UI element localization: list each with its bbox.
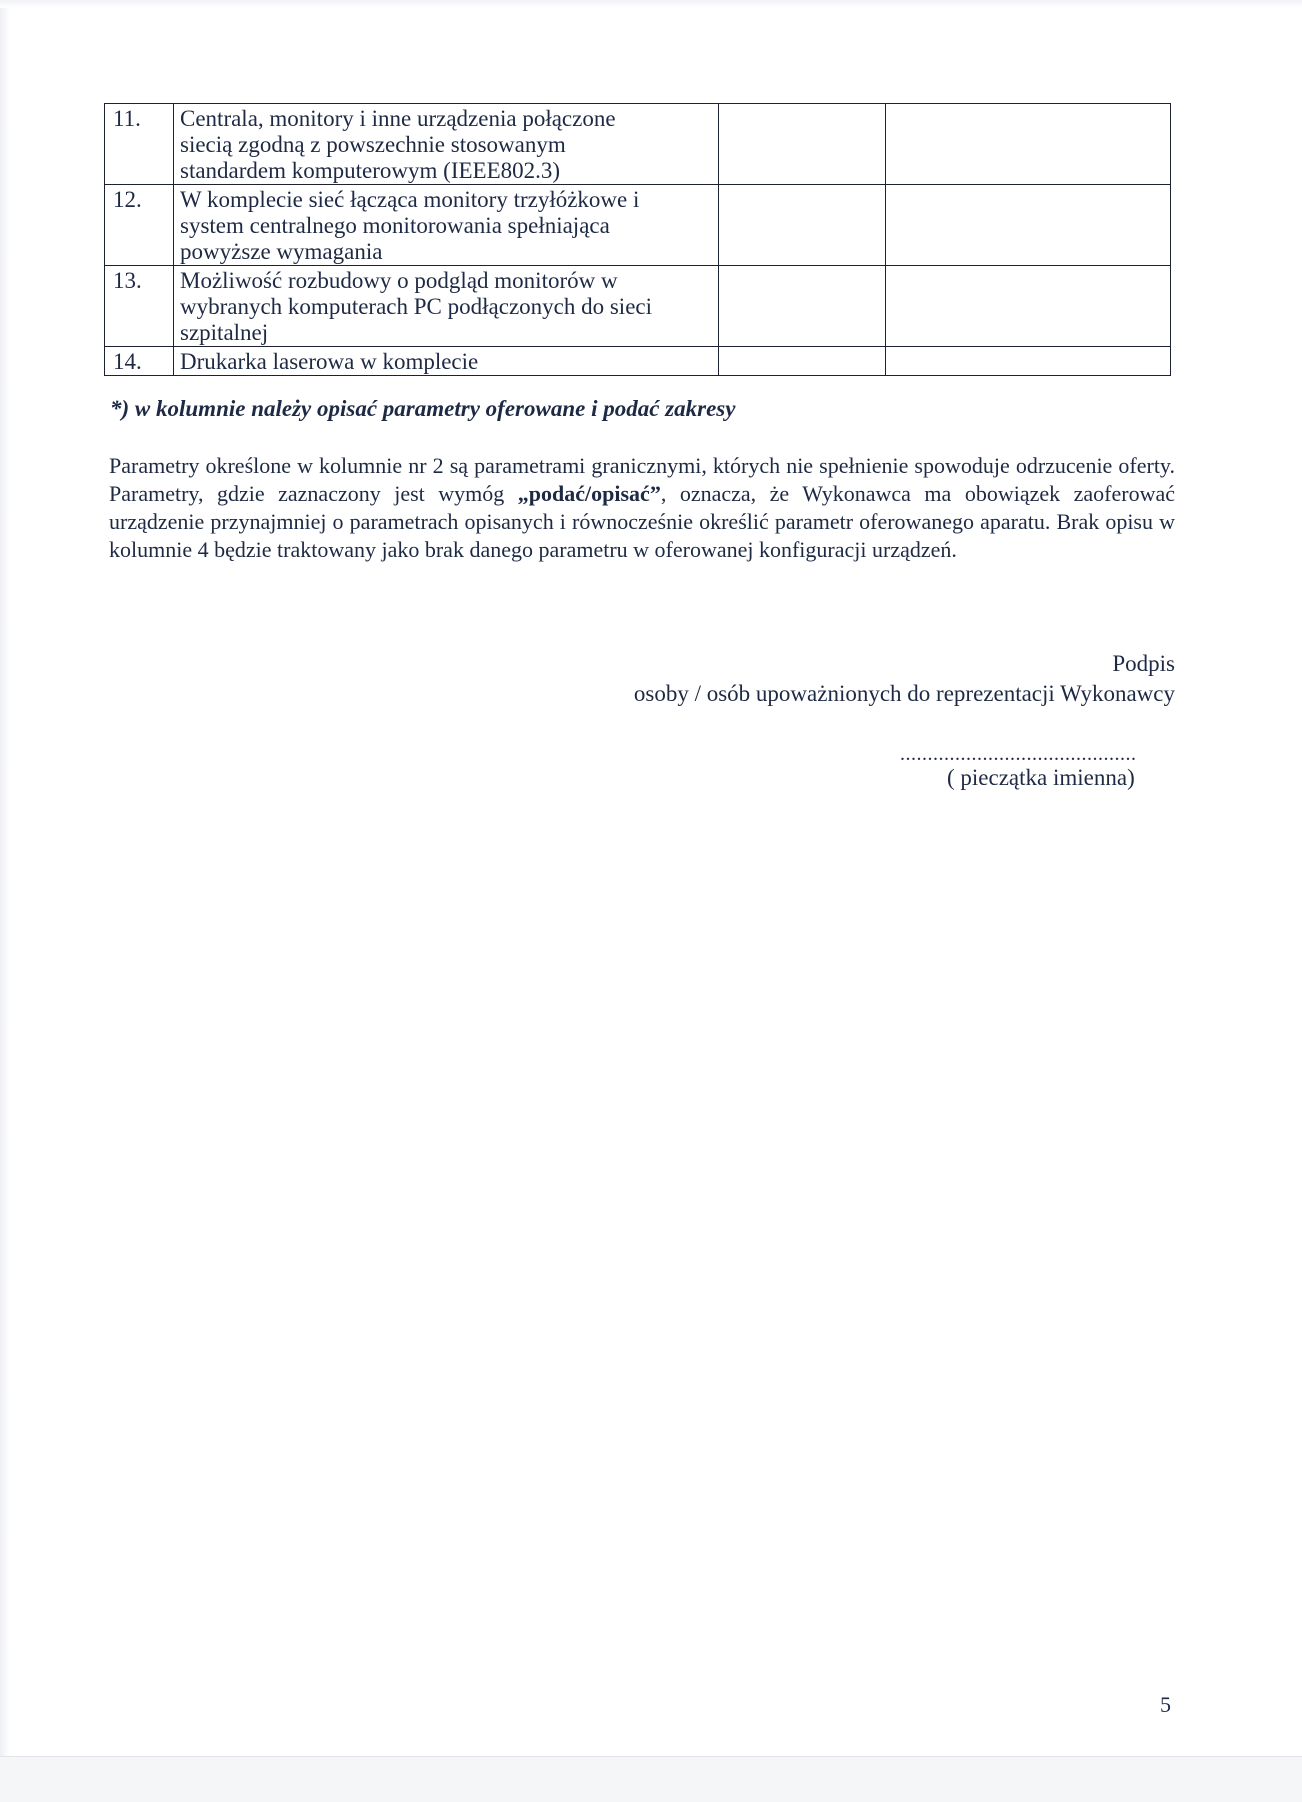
signature-caption: osoby / osób upoważnionych do reprezentacji Wykonawcy: [633, 681, 1175, 706]
description-line: Centrala, monitory i inne urządzenia połączone: [180, 106, 616, 131]
row-number: 14.: [105, 347, 174, 376]
stamp-caption: ( pieczątka imienna): [947, 765, 1135, 790]
row-description: [174, 266, 719, 347]
row-number: 11.: [105, 104, 174, 185]
empty-cell: [886, 185, 1171, 266]
signature-block: [634, 649, 1175, 709]
description-line: Drukarka laserowa w komplecie: [180, 349, 479, 374]
description-line: standardem komputerowym (IEEE802.3): [180, 158, 561, 183]
scan-edge-left: [0, 0, 10, 1801]
row-description: [174, 185, 719, 266]
description-line: siecią zgodną z powszechnie stosowanym: [180, 132, 566, 157]
body-paragraph: [109, 452, 1175, 564]
table-row: [105, 347, 1171, 376]
paragraph-emphasis: „podać/opisać”: [517, 481, 661, 506]
spec-table: [104, 103, 1171, 376]
paragraph-text: Parametry określone w kolumnie nr 2 są parametrami granicznymi, których nie spełnienie spowoduje odrzucenie oferty. Parametry, gdzie zaznaczony jest wymóg: [109, 453, 1175, 506]
empty-cell: [886, 104, 1171, 185]
table-row: [105, 185, 1171, 266]
description-line: system centralnego monitorowania spełniająca: [180, 213, 610, 238]
paragraph-text: , oznacza, że Wykonawca ma obowiązek zaoferować urządzenie przynajmniej o parametrach opisanych i równocześnie określić parametr oferowanego aparatu. Brak opisu w kolumnie 4 będzie traktowany jako brak danego parametru w oferowanej konfiguracji urządzeń.: [109, 481, 1175, 562]
signature-dotted-line: ...........................................: [900, 743, 1137, 765]
description-line: wybranych komputerach PC podłączonych do sieci: [180, 294, 653, 319]
table-footnote: *) w kolumnie należy opisać parametry oferowane i podać zakresy: [110, 396, 736, 421]
page-number: 5: [1160, 1692, 1171, 1717]
empty-cell: [886, 347, 1171, 376]
table-row: [105, 104, 1171, 185]
description-line: szpitalnej: [180, 320, 269, 345]
empty-cell: [719, 104, 886, 185]
row-number: 12.: [105, 185, 174, 266]
description-line: W komplecie sieć łącząca monitory trzyłóżkowe i: [180, 187, 640, 212]
signature-title: Podpis: [1112, 651, 1175, 676]
description-line: powyższe wymagania: [180, 239, 383, 264]
table-row: [105, 266, 1171, 347]
scan-edge-bottom: [0, 1756, 1302, 1802]
row-description: [174, 104, 719, 185]
empty-cell: [886, 266, 1171, 347]
empty-cell: [719, 266, 886, 347]
description-line: Możliwość rozbudowy o podgląd monitorów w: [180, 268, 618, 293]
empty-cell: [719, 347, 886, 376]
scan-edge-top: [0, 0, 1302, 8]
row-number: 13.: [105, 266, 174, 347]
empty-cell: [719, 185, 886, 266]
row-description: [174, 347, 719, 376]
